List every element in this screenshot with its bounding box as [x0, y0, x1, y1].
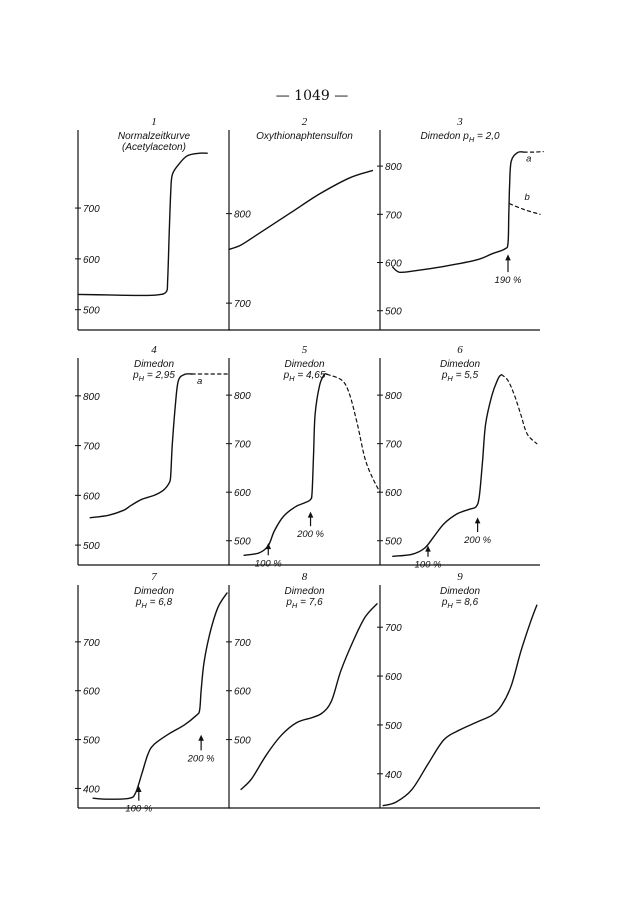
chart-title: Dimedon — [284, 586, 325, 597]
panel-number: 8 — [301, 571, 308, 583]
chart-title: Oxythionaphtensulfon — [256, 131, 353, 142]
y-tick-label: 800 — [83, 391, 100, 403]
charts-grid — [75, 116, 543, 815]
y-tick-label: 700 — [385, 439, 402, 451]
y-tick-label: 700 — [234, 439, 251, 451]
chart-title: Dimedon — [439, 586, 481, 597]
panel-number: 3 — [457, 116, 463, 128]
chart-panel-7 — [75, 571, 230, 815]
curve-label: b — [524, 191, 530, 203]
y-tick-label: 500 — [83, 541, 100, 553]
y-tick-label: 500 — [385, 536, 402, 548]
panel-number: 7 — [151, 571, 157, 583]
y-tick-label: 500 — [234, 536, 251, 548]
arrow-head — [265, 543, 271, 549]
chart-title: $p_H = 5,5$ — [441, 370, 479, 383]
y-tick-label: 700 — [385, 210, 402, 222]
series-line-curve — [78, 153, 207, 295]
y-tick-label: 700 — [385, 623, 402, 635]
y-tick-label: 500 — [83, 735, 100, 747]
y-tick-label: 800 — [385, 391, 402, 403]
panel-number: 9 — [457, 571, 463, 583]
arrow-label: 100 % — [414, 559, 442, 571]
series-line-continuation — [502, 375, 537, 444]
chart-panel-2 — [226, 116, 380, 330]
y-tick-label: 400 — [385, 769, 402, 781]
panel-number: 5 — [301, 344, 308, 356]
panel-number: 1 — [151, 116, 157, 128]
y-tick-label: 800 — [234, 209, 251, 221]
y-tick-label: 600 — [385, 258, 402, 270]
chart-panel-1 — [75, 116, 230, 330]
y-tick-label: 400 — [83, 784, 100, 796]
chart-title: $p_H = 8,6$ — [441, 597, 479, 610]
chart-panel-5 — [226, 344, 380, 569]
chart-title: $p_H = 4,65$ — [283, 370, 326, 383]
chart-panel-6 — [377, 344, 540, 571]
chart-title: $p_H = 7,6$ — [286, 597, 323, 610]
chart-panel-3 — [377, 116, 543, 330]
series-line-curve — [93, 593, 227, 799]
y-tick-label: 600 — [83, 491, 100, 503]
chart-title: Dimedon — [439, 359, 481, 370]
y-tick-label: 500 — [83, 305, 100, 317]
chart-panel-8 — [226, 571, 380, 808]
series-line-a — [524, 152, 543, 153]
arrow-label: 200 % — [464, 534, 492, 546]
arrow-head — [475, 517, 481, 523]
series-line-curve — [241, 604, 377, 790]
y-tick-label: 800 — [234, 391, 251, 403]
chart-title: Dimedon $p_H = 2,0$ — [420, 131, 500, 144]
series-line-curve — [393, 375, 502, 557]
arrow-head — [505, 254, 511, 260]
page-number: — 1049 — — [275, 88, 349, 104]
y-tick-label: 800 — [385, 162, 402, 174]
chart-panel-4 — [75, 344, 230, 565]
arrow-head — [308, 512, 314, 518]
curve-label: a — [526, 153, 532, 165]
panel-number: 2 — [301, 116, 308, 128]
panel-number: 4 — [151, 344, 157, 356]
arrow-head — [198, 735, 204, 741]
y-tick-label: 700 — [83, 441, 100, 453]
arrow-label: 100 % — [125, 803, 153, 815]
chart-title: Dimedon — [284, 359, 325, 370]
y-tick-label: 500 — [234, 735, 251, 747]
chart-title: $p_H = 6,8$ — [135, 597, 173, 610]
panel-number: 6 — [457, 344, 463, 356]
series-line-curve — [90, 374, 192, 518]
series-line-curve — [393, 152, 524, 273]
y-tick-label: 700 — [83, 637, 100, 649]
y-tick-label: 500 — [385, 720, 402, 732]
y-tick-label: 500 — [385, 306, 402, 318]
y-tick-label: 600 — [234, 686, 251, 698]
series-line-curve — [383, 605, 537, 805]
arrow-label: 190 % — [494, 275, 522, 287]
arrow-label: 200 % — [297, 529, 325, 541]
chart-title: Dimedon — [133, 586, 175, 597]
y-tick-label: 600 — [234, 488, 251, 500]
y-tick-label: 700 — [234, 637, 251, 649]
curve-label: a — [196, 375, 203, 387]
chart-title: $p_H = 2,95$ — [133, 370, 175, 383]
arrow-label: 100 % — [254, 558, 282, 570]
chart-title: (Acetylaceton) — [122, 142, 186, 153]
y-tick-label: 700 — [234, 299, 251, 311]
y-tick-label: 600 — [83, 686, 100, 698]
y-tick-label: 700 — [83, 204, 100, 216]
chart-title: Normalzeitkurve — [117, 131, 191, 142]
series-line-b — [510, 204, 540, 215]
series-line-curve — [244, 374, 327, 556]
series-line-continuation — [327, 374, 380, 492]
chart-title: Dimedon — [133, 359, 175, 370]
y-tick-label: 600 — [385, 488, 402, 500]
y-tick-label: 600 — [83, 254, 100, 266]
y-tick-label: 600 — [385, 672, 402, 684]
arrow-label: 200 % — [187, 753, 215, 765]
chart-panel-9 — [377, 571, 540, 808]
